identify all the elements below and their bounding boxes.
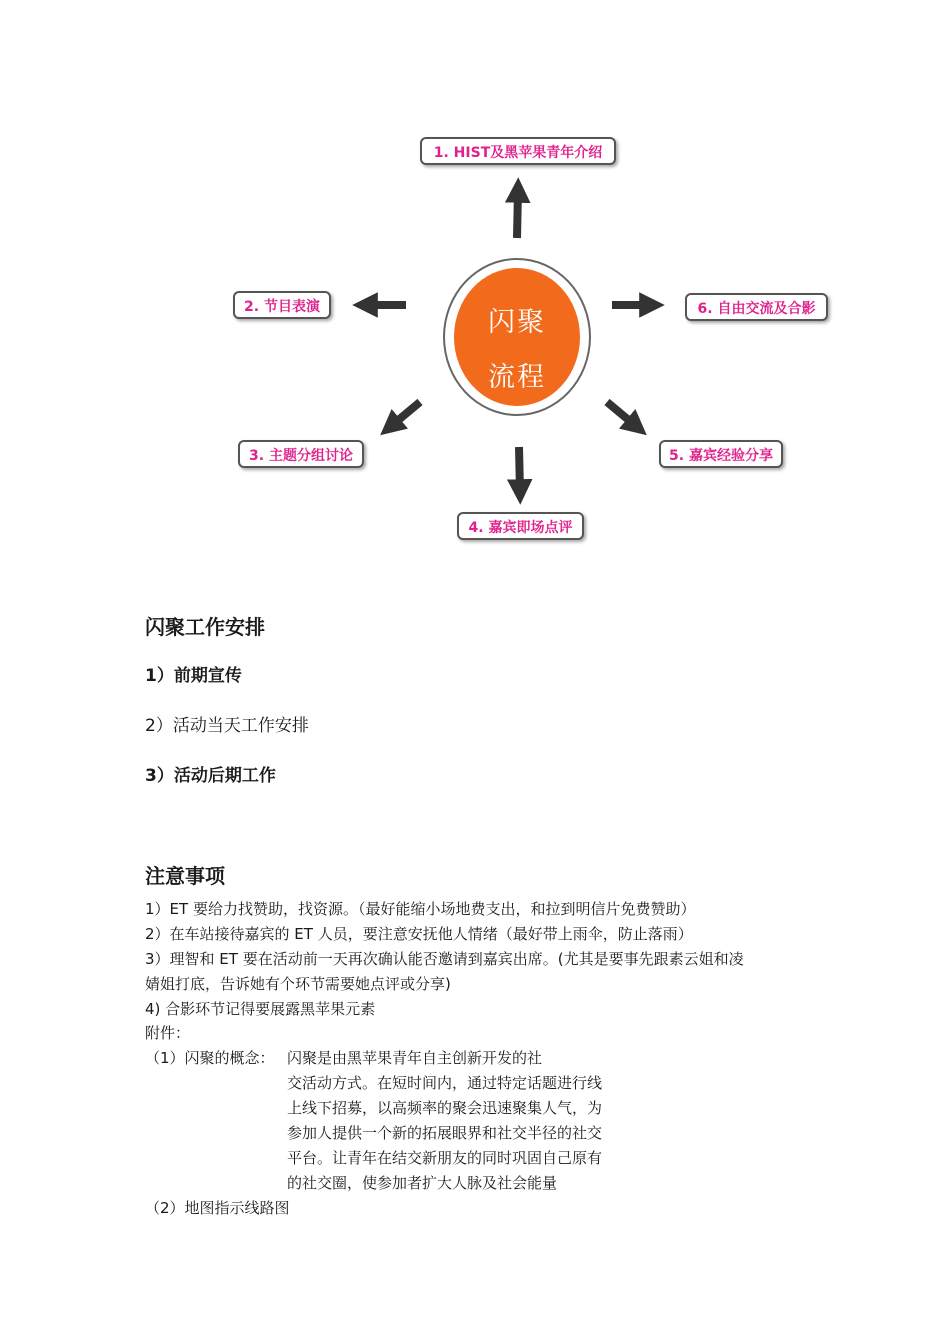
note-3-continued: 婧姐打底，告诉她有个环节需要她点评或分享) (145, 975, 451, 993)
concept-line-5: 平台。让青年在结交新朋友的同时巩固自己原有 (287, 1149, 603, 1167)
arrow-down (519, 447, 520, 492)
arrow-down-right (607, 402, 637, 427)
step-1-box: 1. HIST及黑苹果青年介绍 (420, 137, 616, 165)
arrow-down-left (390, 402, 420, 427)
note-3: 3）理智和 ET 要在活动前一天再次确认能否邀请到嘉宾出席。(尤其是要事先跟素云姐和凌 (145, 950, 744, 968)
flow-diagram (0, 0, 950, 580)
note-2: 2）在车站接待嘉宾的 ET 人员，要注意安抚他人情绪（最好带上雨伞，防止落雨） (145, 925, 693, 943)
concept-line-2: 交活动方式。在短时间内，通过特定话题进行线 (287, 1074, 603, 1092)
center-label-line-1: 闪聚 (488, 307, 546, 338)
work-item-1: 1）前期宣传 (145, 666, 242, 686)
step-2-box: 2. 节目表演 (233, 291, 331, 319)
note-1: 1）ET 要给力找赞助，找资源。（最好能缩小场地费支出，和拉到明信片免费赞助） (145, 900, 696, 918)
concept-label: （1）闪聚的概念： (145, 1049, 275, 1067)
arrow-up (517, 190, 518, 238)
work-title: 闪聚工作安排 (145, 615, 265, 639)
concept-line-1: 闪聚是由黑苹果青年自主创新开发的社 (287, 1049, 543, 1067)
concept-line-4: 参加人提供一个新的拓展眼界和社交半径的社交 (287, 1124, 603, 1142)
concept-line-6: 的社交圈，使参加者扩大人脉及社会能量 (287, 1174, 558, 1192)
work-item-2: 2）活动当天工作安排 (145, 716, 309, 736)
notes-title: 注意事项 (145, 864, 225, 888)
step-3-box: 3. 主题分组讨论 (238, 440, 364, 468)
step-4-box: 4. 嘉宾即场点评 (457, 512, 584, 540)
step-5-box: 5. 嘉宾经验分享 (659, 440, 783, 468)
center-label-line-2: 流程 (488, 362, 546, 393)
step-6-box: 6. 自由交流及合影 (685, 293, 828, 321)
work-item-3: 3）活动后期工作 (145, 766, 276, 786)
concept-line-3: 上线下招募，以高频率的聚会迅速聚集人气，为 (287, 1099, 603, 1117)
map-label: （2）地图指示线路图 (145, 1199, 290, 1217)
note-4: 4) 合影环节记得要展露黑苹果元素 (145, 1000, 376, 1018)
attachment-label: 附件： (145, 1024, 191, 1042)
